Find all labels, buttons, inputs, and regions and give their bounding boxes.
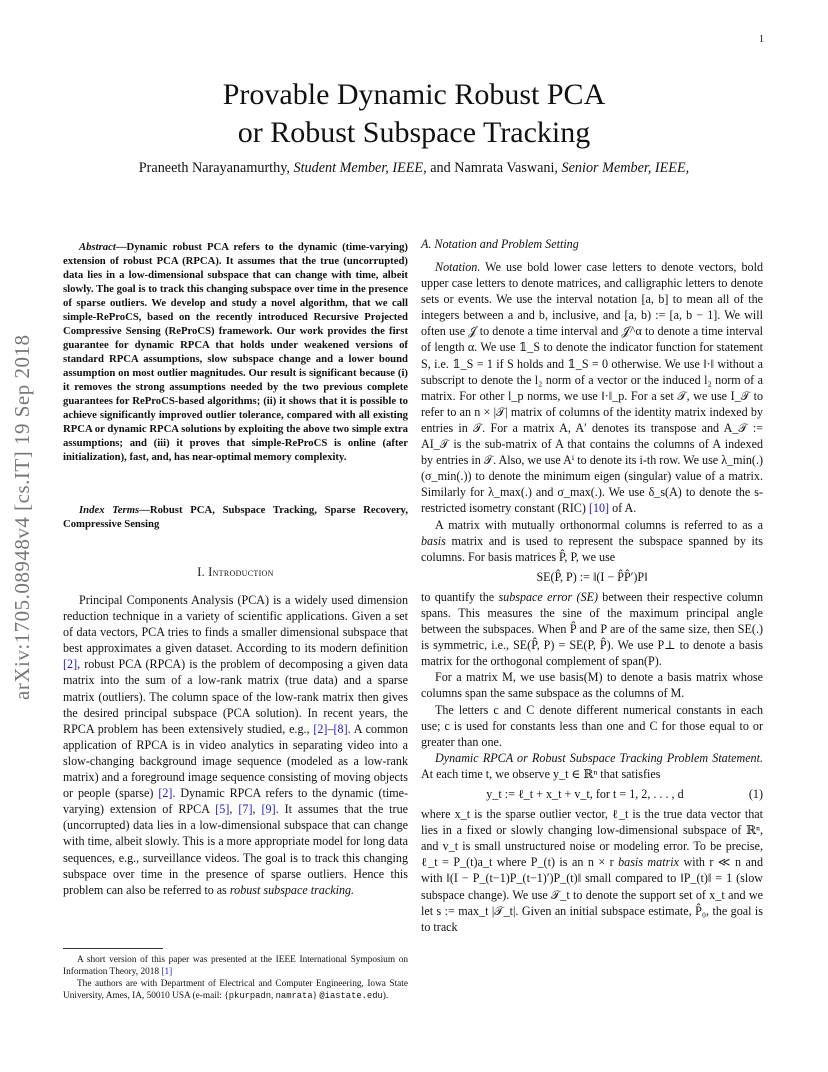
author-line [0, 160, 828, 177]
basis-text-2: matrix and is used to represent the subspace spanned by its columns. For basis matrices P̂, P, we use [421, 533, 763, 564]
title-line-1: Provable Dynamic Robust PCA [222, 78, 606, 111]
footnote-sep: , [271, 991, 276, 1001]
where-text-1: where x_t is the sparse outlier vector, ℓ_t is the true data vector that lies in a fixed or slowly changing low-dimensional subspace of ℝⁿ, and v_t is small unstructured noise or modeling error. To be precise, ℓ_t = P_(t)a_t where P_(t) is an n × r [421, 807, 763, 870]
notation-paragraph [421, 259, 763, 517]
citation-separator: , [229, 802, 239, 817]
author-1-role: Student Member, IEEE, [293, 160, 427, 176]
intro-emphasis: robust subspace tracking. [229, 882, 355, 897]
footnote-sep: } [312, 991, 320, 1001]
where-paragraph [421, 806, 763, 935]
intro-text-5: . It assumes that the true (uncorrupted) data lies in a low-dimensional subspace that can change with time, albeit slowly. This is a more appropriate model for long data sequences, e.g., surveillance videos. The goal is to track this changing subspace over time in the presence of sparse outliers. Hence this problem can also be referred to as [63, 802, 408, 897]
arxiv-identifier: arXiv:1705.08948v4 [cs.IT] 19 Sep 2018 [10, 334, 34, 700]
notation-text: We use bold lower case letters to denote vectors, bold upper case letters to denote matrices, and calligraphic letters to denote sets or events. We use the interval notation [a, b] to mean all of the integers between a and b, inclusive, and [a, b) := [a, b − 1]. We will often use 𝒥 to denote a time interval and 𝒥^α to denote a time interval of length α. We use 𝟙_S to denote the indicator function for statement S, i.e. 𝟙_S = 1 if S holds and 𝟙_S = 0 otherwise. We use ‖·‖ without a subscript to denote the l₂ norm of a vector or the induced l₂ norm of a matrix. For other l_p norms, we use ‖·‖_p. For a set 𝒯, we use I_𝒯 to refer to an n × |𝒯| matrix of columns of the identity matrix indexed by entries in 𝒯. For a matrix A, A′ denotes its transpose and A_𝒯 := AI_𝒯 is the sub-matrix of A that contains the columns of A indexed by entries in 𝒯. Also, we use Aⁱ to denote its i-th row. We use λ_min(.) (σ_min(.)) to denote the minimum eigen (singular) value of a matrix. Similarly for λ_max(.) and σ_max(.). We use δ_s(A) to denote the s-restricted isometry constant (RIC) [421, 260, 763, 516]
footnote-2 [63, 978, 408, 1002]
subsection-heading: A. Notation and Problem Setting [421, 237, 579, 251]
section-heading-introduction [63, 565, 408, 580]
intro-text-1: Principal Components Analysis (PCA) is a widely used dimension reduction technique in a variety of scientific applications. Given a set of data vectors, PCA tries to finds a smaller dimensional subspace that best approximates a given dataset. According to its modern definition [63, 593, 408, 656]
author-2-name: and Namrata Vaswani, [430, 160, 558, 176]
abstract-text: —Dynamic robust PCA refers to the dynamic (time-varying) extension of robust PCA (RPCA). It assumes that the true (uncorrupted) data lies in a low-dimensional subspace that can change with time, albeit slowly. The goal is to track this changing subspace over time in the presence of sparse outliers. We develop and study a novel algorithm, that we call simple-ReProCS, based on the recently introduced Recursive Projected Compressive Sensing (ReProCS) framework. Our work provides the first guarantee for dynamic RPCA that holds under weakened versions of standard RPCA assumptions, slow subspace change and a lower bound assumption on most outlier magnitudes. Our result is significant because (i) it removes the strong assumptions needed by the two previous complete guarantees for ReProCS-based algorithms; (ii) it shows that it is possible to achieve significantly improved outlier tolerance, compared with all existing RPCA or dynamic RPCA solutions by exploiting the above two simple extra assumptions; and (iii) it proves that simple-ReProCS is online (after initialization), fast, and, has near-optimal memory complexity. [63, 241, 408, 463]
intro-text-3: . A common application of RPCA is in video analytics in separating video into a slow-changing background image sequence (modeled as a low-rank matrix) and a foreground image sequence consisting of moving objects or people (sparse) [63, 721, 408, 801]
se-paragraph [421, 589, 763, 669]
citation-dash: – [327, 721, 334, 736]
citation-link[interactable]: [2] [158, 786, 173, 801]
notation-lead: Notation. [435, 260, 481, 274]
email-user-2: namrata [275, 991, 313, 1001]
page-number: 1 [759, 34, 764, 45]
citation-link[interactable]: [9] [261, 802, 276, 817]
footnotes [63, 954, 408, 1002]
intro-text-4: . Dynamic RPCA refers to the dynamic (time-varying) extension of RPCA [63, 786, 408, 817]
index-terms-lead: Index Terms [79, 504, 140, 516]
equation-se: SE(P̂, P) := ‖(I − P̂P̂′)P‖ [536, 569, 648, 584]
section-number: I. [197, 565, 209, 579]
constants-paragraph: The letters c and C denote different numerical constants in each use; c is used for constants less than one and C for those equal to or greater than one. [421, 702, 763, 749]
where-emphasis: basis matrix [618, 855, 680, 870]
abstract [63, 240, 408, 464]
equation-1-number: (1) [748, 787, 763, 801]
paper-title [0, 76, 828, 152]
citation-link[interactable]: [5] [215, 802, 230, 817]
basis-emphasis: basis [421, 533, 446, 548]
problem-lead: Dynamic RPCA or Robust Subspace Tracking Problem Statement. [435, 750, 763, 765]
abstract-lead: Abstract [79, 241, 116, 253]
email-user-1: pkurpadn [228, 991, 271, 1001]
footnote-1 [63, 954, 408, 978]
problem-text: At each time t, we observe y_t ∈ ℝⁿ that satisfies [421, 766, 661, 781]
where-text-2: with r ≪ n and with ‖(I − P_(t−1)P_(t−1)′)P_(t)‖ small compared to ‖P_(t)‖ = 1 (slow subspace change). We use 𝒯_t to denote the support set of x_t and we let s := max_t |𝒯_t|. Given an initial subspace estimate, P̂₀, the goal is to track [421, 855, 763, 934]
footnote-end: ). [382, 991, 389, 1001]
footnote-2-text: The authors are with Department of Electrical and Computer Engineering, Iowa State University, Ames, IA, 50010 USA (e-mail: { [63, 979, 408, 1001]
section-title: Introduction [208, 565, 274, 579]
citation-link[interactable]: [2] [313, 721, 328, 736]
footnote-rule [63, 948, 163, 949]
intro-paragraph [63, 592, 408, 898]
se-text-2: between their respective column spans. This measures the sine of the maximum principal angle between the subspaces. When P̂ and P are of the same size, then SE(.) is symmetric, i.e., SE(P̂, P) = SE(P, P̂). We use P⊥ to denote a basis matrix for the orthogonal complement of span(P). [421, 589, 763, 669]
citation-link[interactable]: [7] [238, 802, 253, 817]
citation-link[interactable]: [1] [161, 967, 173, 977]
footnote-1-text: A short version of this paper was presented at the IEEE International Symposium on Information Theory, 2018 [63, 955, 408, 977]
equation-1-body: y_t := ℓ_t + x_t + v_t, for t = 1, 2, . . . , d [486, 787, 684, 801]
basis-text-1: A matrix with mutually orthonormal columns is referred to as a [435, 517, 763, 532]
intro-text-2: , robust PCA (RPCA) is the problem of decomposing a given data matrix into the sum of a low-rank matrix (true data) and a sparse matrix (outliers). The column space of the low-rank matrix then gives the desired principal subspace (PCA solution). In recent years, the RPCA problem has been extensively studied, e.g., [63, 657, 408, 736]
citation-separator: , [252, 802, 262, 817]
index-terms [63, 503, 408, 531]
se-emphasis: subspace error (SE) [498, 589, 598, 604]
problem-statement-paragraph [421, 750, 763, 782]
email-domain: @iastate.edu [319, 991, 383, 1001]
equation-1 [421, 786, 763, 802]
notation-text-end: of A. [609, 501, 637, 516]
index-terms-text: —Robust PCA, Subspace Tracking, Sparse Recovery, Compressive Sensing [63, 504, 408, 530]
citation-link[interactable]: [2] [63, 657, 78, 672]
basis-function-paragraph: For a matrix M, we use basis(M) to denote a basis matrix whose columns span the same subspace as the columns of M. [421, 670, 763, 701]
author-1-name: Praneeth Narayanamurthy, [138, 160, 290, 176]
citation-link[interactable]: [8] [333, 721, 348, 736]
citation-link[interactable]: [10] [588, 501, 610, 516]
title-line-2: or Robust Subspace Tracking [237, 116, 591, 149]
author-2-role: Senior Member, IEEE, [561, 160, 690, 176]
right-column-text [421, 259, 763, 935]
se-text-1: to quantify the [421, 589, 499, 604]
basis-paragraph [421, 517, 763, 565]
